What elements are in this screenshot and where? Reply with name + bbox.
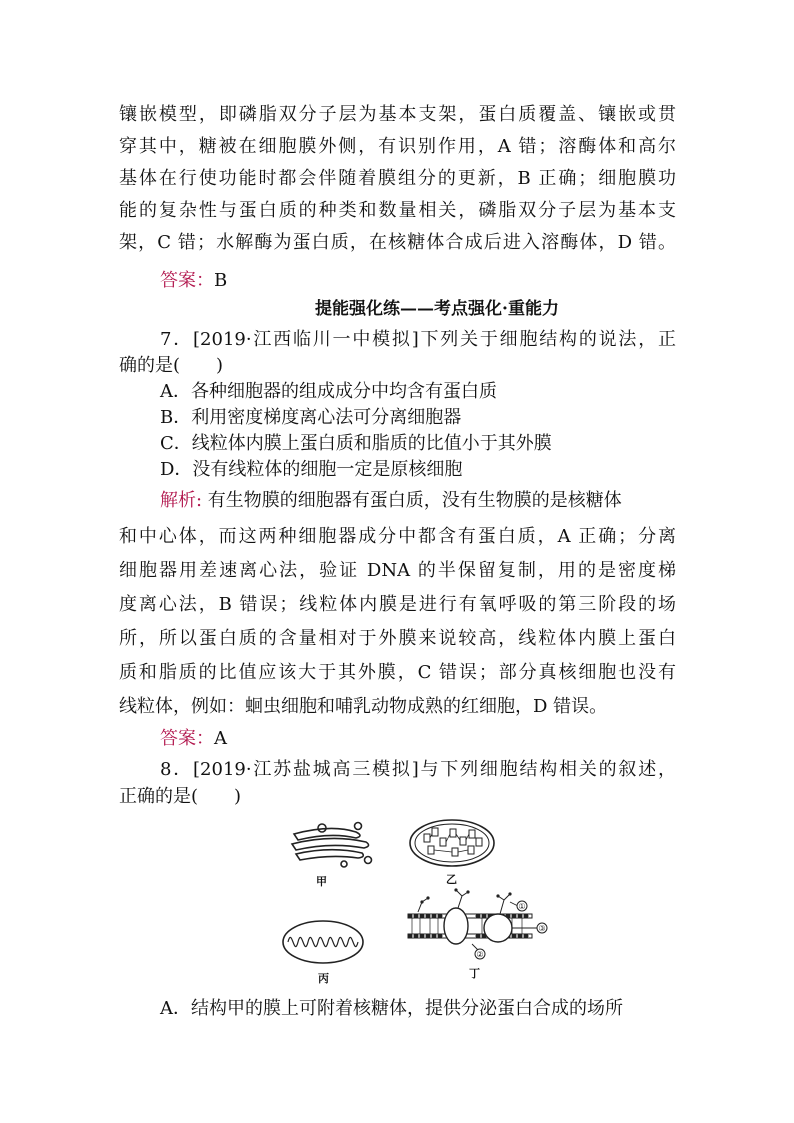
chloroplast-figure: [408, 818, 496, 868]
figure-label-jia: 甲: [316, 875, 327, 888]
analysis-text: 有生物膜的细胞器有蛋白质，没有生物膜的是核糖体: [202, 490, 622, 511]
paragraph-line: 镶嵌模型，即磷脂双分子层为基本支架，蛋白质覆盖、镶嵌或贯: [119, 104, 676, 125]
callout-3-label: ③: [538, 924, 546, 933]
paragraph-line: 架，C 错；水解酶为蛋白质，在核糖体合成后进入溶酶体，D 错。: [119, 232, 676, 253]
analysis-line: [160, 488, 622, 514]
question-7-option-c: C．线粒体内膜上蛋白质和脂质的比值小于其外膜: [160, 433, 552, 454]
question-8-option-a: A．结构甲的膜上可附着核糖体，提供分泌蛋白合成的场所: [160, 998, 623, 1019]
analysis-line: 质和脂质的比值应该大于其外膜，C 错误；部分真核细胞也没有: [119, 662, 676, 683]
callout-2-label: ②: [476, 950, 484, 959]
analysis-line: 线粒体，例如：蛔虫细胞和哺乳动物成熟的红细胞，D 错误。: [119, 696, 608, 717]
answer-line: [160, 726, 227, 752]
analysis-label: 解析:: [160, 490, 203, 511]
answer-value: A: [214, 728, 227, 749]
analysis-line: 度离心法，B 错误；线粒体内膜是进行有氧呼吸的第三阶段的场: [119, 594, 676, 615]
paragraph-line: 能的复杂性与蛋白质的种类和数量相关，磷脂双分子层为基本支: [119, 200, 676, 221]
paragraph-line: 基体在行使功能时都会伴随着膜组分的更新，B 正确；细胞膜功: [119, 168, 676, 189]
cell-membrane-figure: [402, 884, 552, 964]
question-7-stem: 7．[2019·江西临川一中模拟]下列关于细胞结构的说法，正: [160, 329, 676, 350]
figure-label-ding: 丁: [469, 967, 480, 980]
figure-label-bing: 丙: [318, 972, 329, 985]
question-8-stem: 8．[2019·江苏盐城高三模拟]与下列细胞结构相关的叙述，: [160, 759, 676, 780]
answer-line: [160, 268, 227, 294]
golgi-figure: [286, 820, 376, 870]
question-7-stem-cont: 确的是( ): [119, 355, 224, 376]
answer-label: 答案：: [160, 728, 214, 749]
question-8-stem-cont: 正确的是( ): [119, 786, 242, 807]
analysis-line: 和中心体，而这两种细胞器成分中都含有蛋白质，A 正确；分离: [119, 526, 676, 547]
question-7-option-a: A．各种细胞器的组成成分中均含有蛋白质: [160, 381, 497, 402]
analysis-line: 细胞器用差速离心法，验证 DNA 的半保留复制，用的是密度梯: [119, 560, 676, 581]
question-7-option-b: B．利用密度梯度离心法可分离细胞器: [160, 407, 462, 428]
section-heading: 提能强化练——考点强化·重能力: [315, 299, 559, 319]
paragraph-line: 穿其中，糖被在细胞膜外侧，有识别作用，A 错；溶酶体和高尔: [119, 136, 676, 157]
callout-1-label: ①: [518, 902, 526, 911]
figure-label-yi: 乙: [446, 873, 457, 886]
question-7-option-d: D．没有线粒体的细胞一定是原核细胞: [160, 459, 463, 480]
analysis-line: 所，所以蛋白质的含量相对于外膜来说较高，线粒体内膜上蛋白: [119, 628, 676, 649]
answer-value: B: [214, 270, 228, 291]
mitochondrion-figure: [280, 918, 366, 966]
answer-label: 答案：: [160, 270, 214, 291]
